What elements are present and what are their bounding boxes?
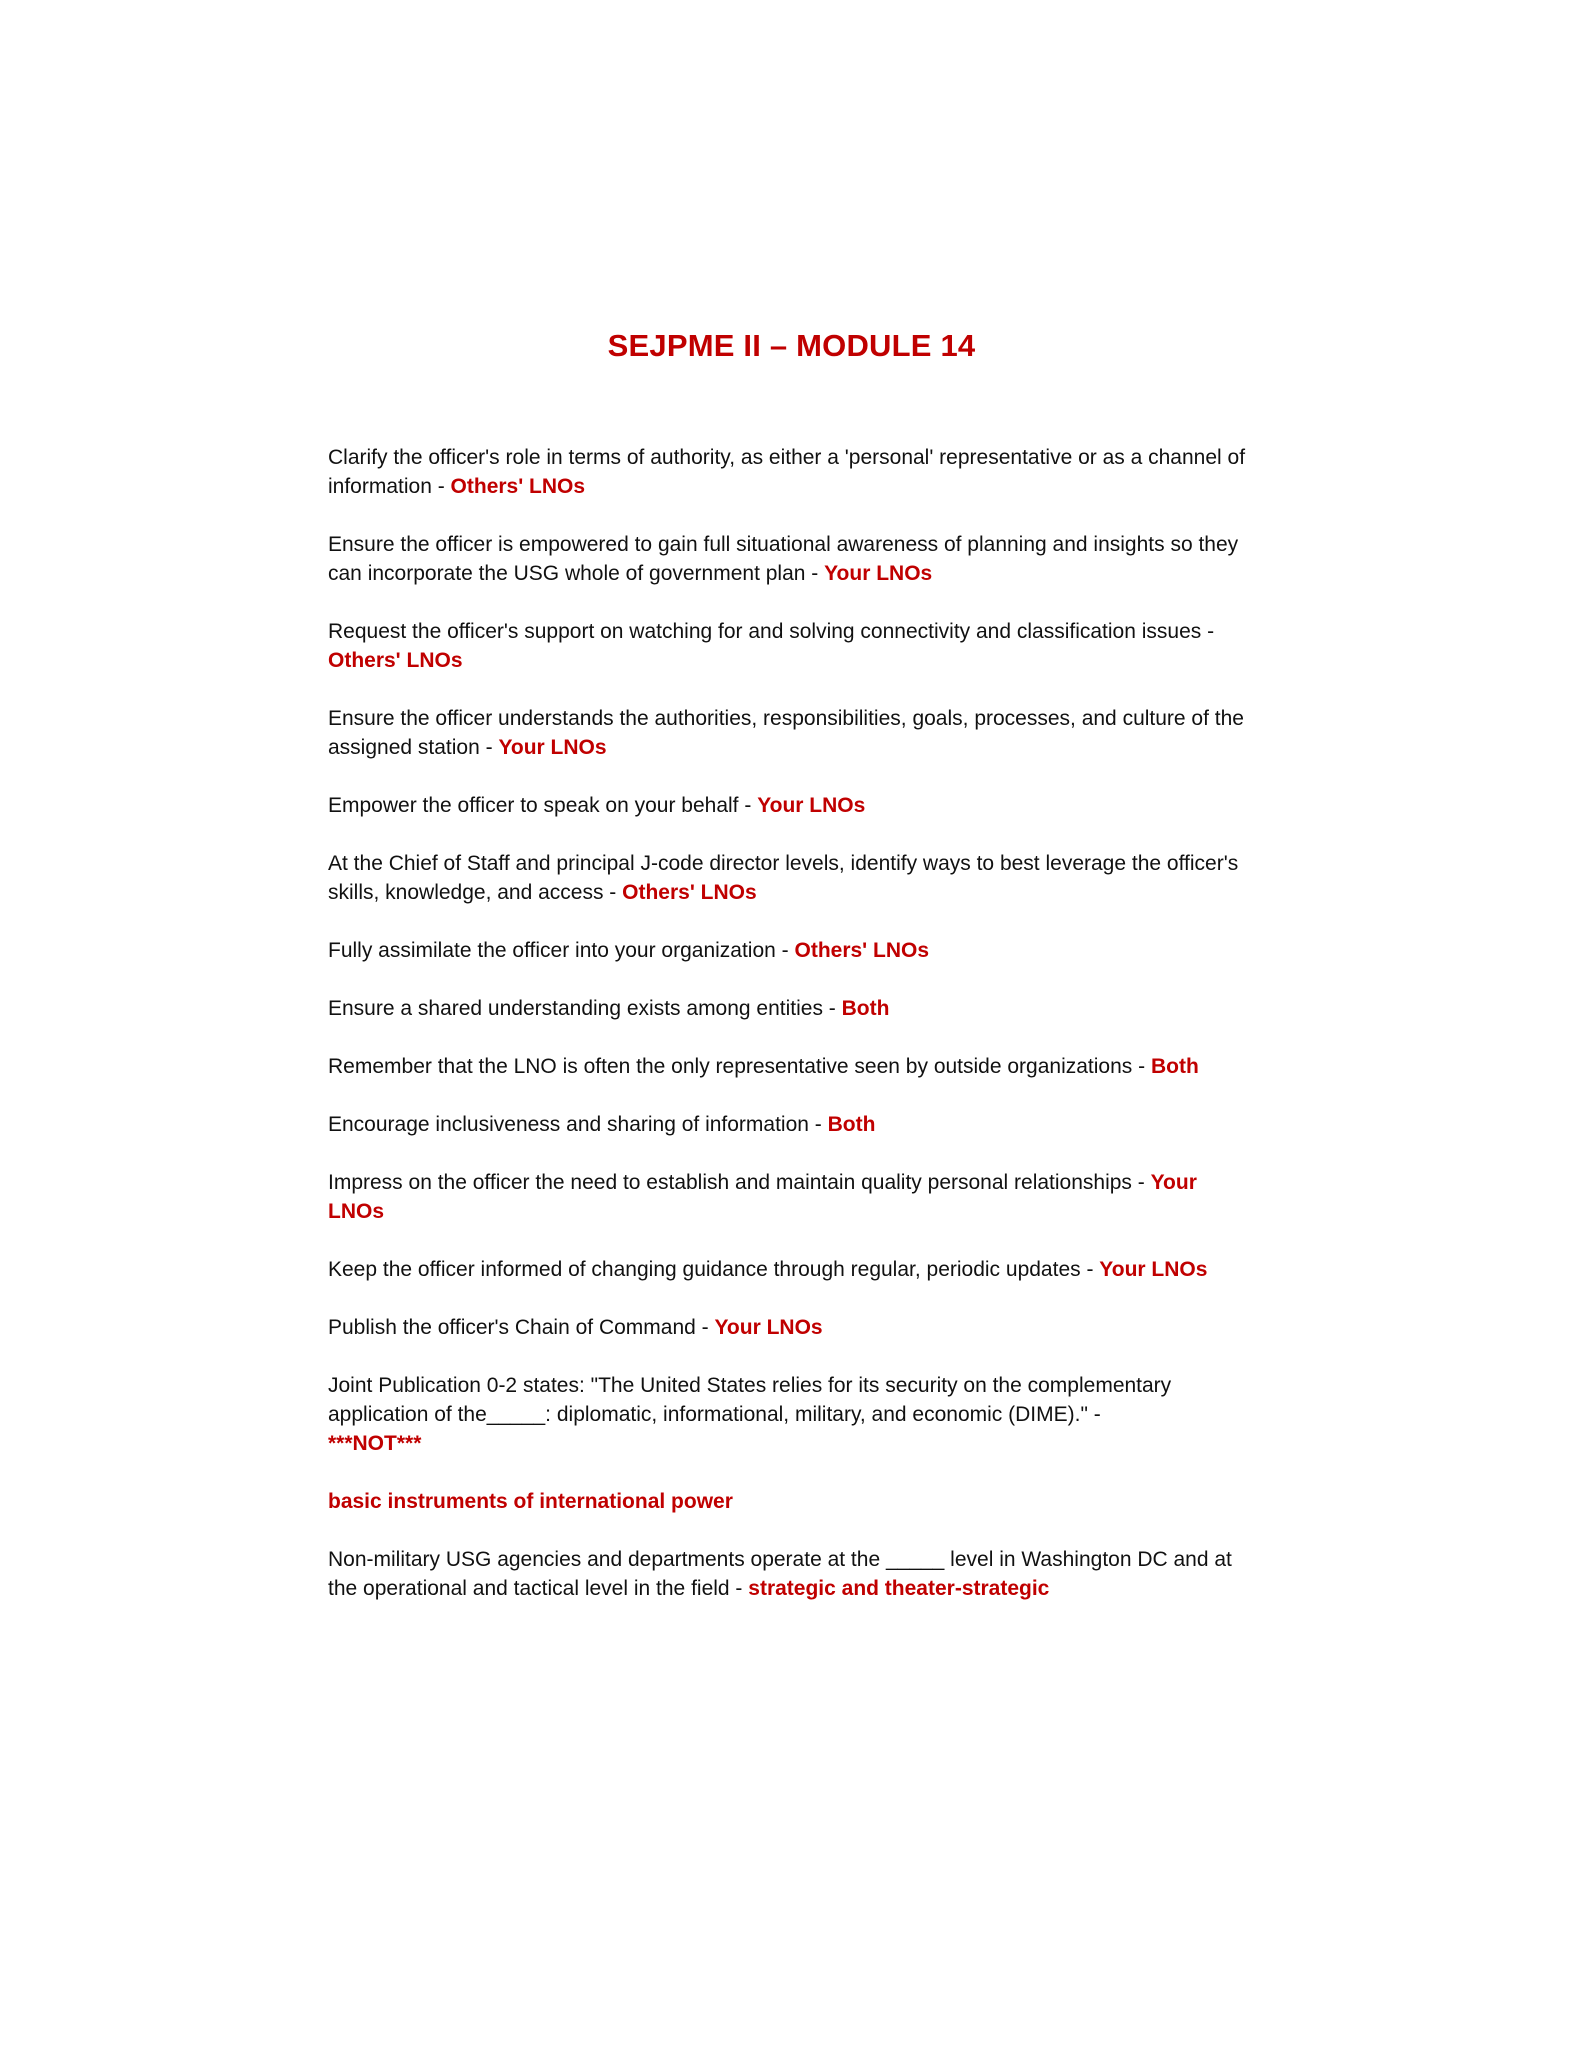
answer-text: Your LNOs xyxy=(824,562,933,585)
question-item xyxy=(328,849,1258,907)
question-text: Fully assimilate the officer into your organization - xyxy=(328,939,795,962)
answer-text: Both xyxy=(1150,1055,1199,1078)
question-item xyxy=(328,1110,1258,1139)
answer-text: Your LNOs xyxy=(757,794,866,817)
question-item xyxy=(328,791,1258,820)
answer-text: Others' LNOs xyxy=(450,475,586,498)
question-text: Ensure the officer understands the authorities, responsibilities, goals, processes, and culture of the assigned station - xyxy=(328,707,1244,759)
answer-text: Both xyxy=(827,1113,876,1136)
question-text: Ensure a shared understanding exists among entities - xyxy=(328,997,842,1020)
answer-text: Your LNOs xyxy=(498,736,607,759)
question-item xyxy=(328,994,1258,1023)
answer-text: Your LNOs xyxy=(714,1316,823,1339)
question-text: At the Chief of Staff and principal J-code director levels, identify ways to best leverage the officer's skills, knowledge, and access - xyxy=(328,852,1239,904)
question-item xyxy=(328,1168,1258,1226)
answer-text: Others' LNOs xyxy=(794,939,930,962)
question-item xyxy=(328,704,1258,762)
question-text: Joint Publication 0-2 states: "The United States relies for its security on the complementary application of the_____: diplomatic, informational, military, and economic (DIME)." - xyxy=(328,1374,1172,1426)
answer-text: strategic and theater-strategic xyxy=(748,1577,1050,1600)
question-item xyxy=(328,1371,1258,1458)
question-text: Keep the officer informed of changing guidance through regular, periodic updates - xyxy=(328,1258,1100,1281)
question-text: Empower the officer to speak on your behalf - xyxy=(328,794,758,817)
question-text: Clarify the officer's role in terms of authority, as either a 'personal' representative or as a channel of information - xyxy=(328,446,1246,498)
question-item xyxy=(328,530,1258,588)
question-item xyxy=(328,1255,1258,1284)
answer-text: Your LNOs xyxy=(1099,1258,1208,1281)
answer-text: Your LNOs xyxy=(328,1171,1197,1223)
question-text: Request the officer's support on watching for and solving connectivity and classification issues - xyxy=(328,620,1215,643)
question-item xyxy=(328,1313,1258,1342)
question-text: Impress on the officer the need to establish and maintain quality personal relationships - xyxy=(328,1171,1151,1194)
answer-text: Others' LNOs xyxy=(622,881,757,904)
question-text: Encourage inclusiveness and sharing of information - xyxy=(328,1113,828,1136)
question-item xyxy=(328,617,1258,675)
question-item xyxy=(328,443,1258,501)
answer-text: ***NOT*** xyxy=(328,1432,422,1455)
question-item xyxy=(328,936,1258,965)
question-text: Ensure the officer is empowered to gain full situational awareness of planning and insights so they can incorporate the USG whole of government plan - xyxy=(328,533,1239,585)
document-title: SEJPME II – MODULE 14 xyxy=(607,328,976,363)
answer-item xyxy=(328,1487,1258,1516)
answer-text: Others' LNOs xyxy=(328,649,463,672)
question-item xyxy=(328,1545,1258,1603)
question-text: Remember that the LNO is often the only representative seen by outside organizations - xyxy=(328,1055,1151,1078)
question-text: Publish the officer's Chain of Command - xyxy=(328,1316,715,1339)
question-text: Non-military USG agencies and departments operate at the _____ level in Washington DC and at the operational and tactical level in the field - xyxy=(328,1548,1232,1600)
question-item xyxy=(328,1052,1258,1081)
document-body xyxy=(328,443,1258,1632)
answer-text: basic instruments of international power xyxy=(328,1490,733,1513)
answer-text: Both xyxy=(841,997,890,1020)
